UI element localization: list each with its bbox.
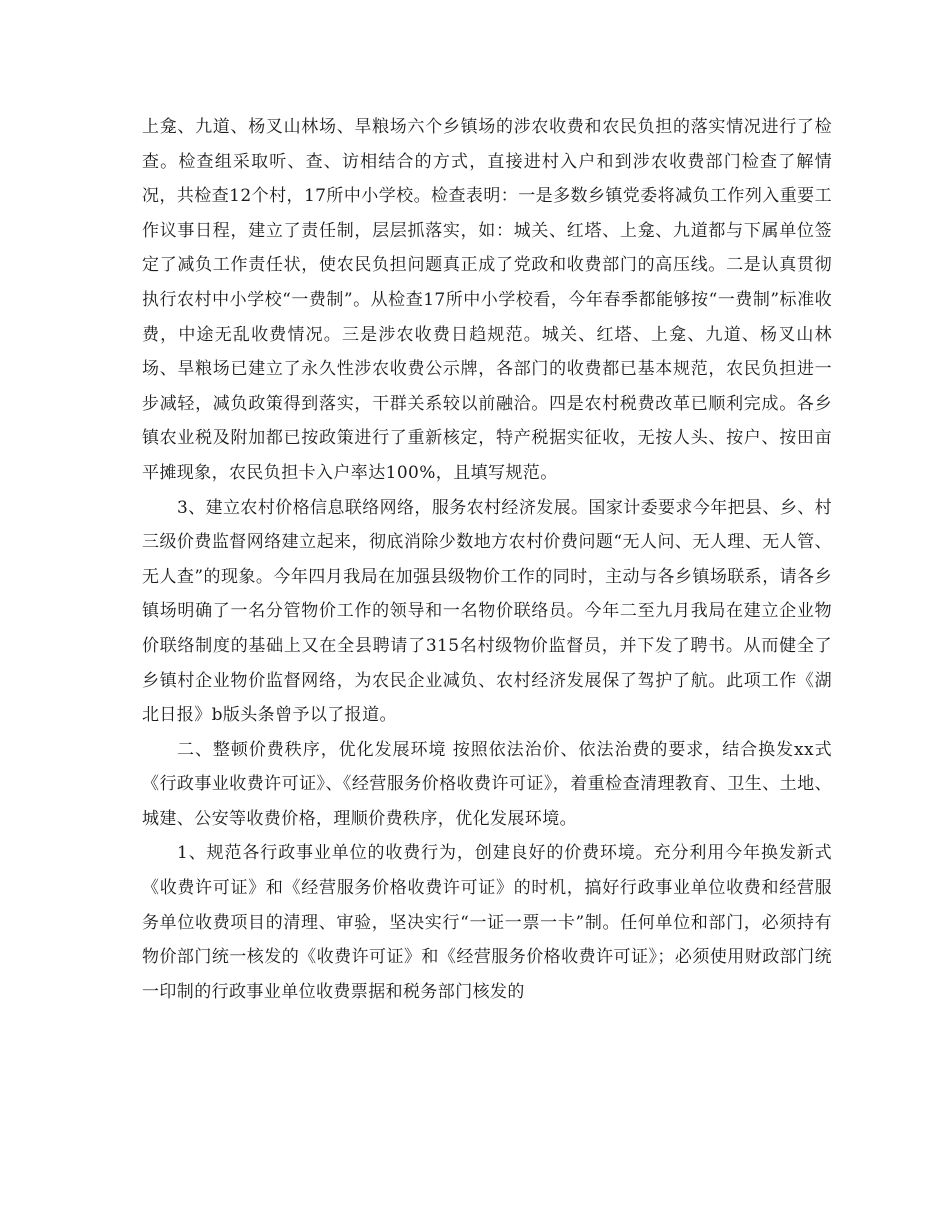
paragraph-continuation: 上龛、九道、杨叉山林场、旱粮场六个乡镇场的涉农收费和农民负担的落实情况进行了检查。检查组采取听、查、访相结合的方式，直接进村入户和到涉农收费部门检查了解情况，共检查12个村，17所中小学校。检查表明：一是多数乡镇党委将减负工作列入重要工作议事日程，建立了责任制，层层抓落实，如：城关、红塔、上龛、九道都与下属单位签定了减负工作责任状，使农民负担问题真正成了党政和收费部门的高压线。二是认真贯彻执行农村中小学校“一费制”。从检查17所中小学校看，今年春季都能够按“一费制”标准收费，中途无乱收费情况。三是涉农收费日趋规范。城关、红塔、上龛、九道、杨叉山林场、旱粮场已建立了永久性涉农收费公示牌，各部门的收费都已基本规范，农民负担进一步减轻，减负政策得到落实，干群关系较以前融洽。四是农村税费改革已顺利完成。各乡镇农业税及附加都已按政策进行了重新核定，特产税据实征收，无按人头、按户、按田亩平摊现象，农民负担卡入户率达100%，且填写规范。 [142, 117, 832, 483]
paragraph-fee-regulation: 1、规范各行政事业单位的收费行为，创建良好的价费环境。充分利用今年换发新式《收费许可证》和《经营服务价格收费许可证》的时机，搞好行政事业单位收费和经营服务单位收费项目的清理、审验，坚决实行“一证一票一卡”制。任何单位和部门，必须持有物价部门统一核发的《收费许可证》和《经营服务价格收费许可证》；必须使用财政部门统一印制的行政事业单位收费票据和税务部门核发的 [142, 843, 832, 1002]
document-body [142, 110, 832, 1009]
paragraph-section-two-heading: 二、整顿价费秩序，优化发展环境 按照依法治价、依法治费的要求，结合换发xx式《行政事业收费许可证》、《经营服务价格收费许可证》，着重检查清理教育、卫生、土地、城建、公安等收费价格，理顺价费秩序，优化发展环境。 [142, 739, 832, 829]
paragraph-price-network: 3、建立农村价格信息联络网络，服务农村经济发展。国家计委要求今年把县、乡、村三级价费监督网络建立起来，彻底消除少数地方农村价费问题“无人问、无人理、无人管、无人查”的现象。今年四月我局在加强县级物价工作的同时，主动与各乡镇场联系，请各乡镇场明确了一名分管物价工作的领导和一名物价联络员。今年二至九月我局在建立企业物价联络制度的基础上又在全县聘请了315名村级物价监督员，并下发了聘书。从而健全了乡镇村企业物价监督网络，为农民企业减负、农村经济发展保了驾护了航。此项工作《湖北日报》b版头条曾予以了报道。 [142, 497, 833, 726]
